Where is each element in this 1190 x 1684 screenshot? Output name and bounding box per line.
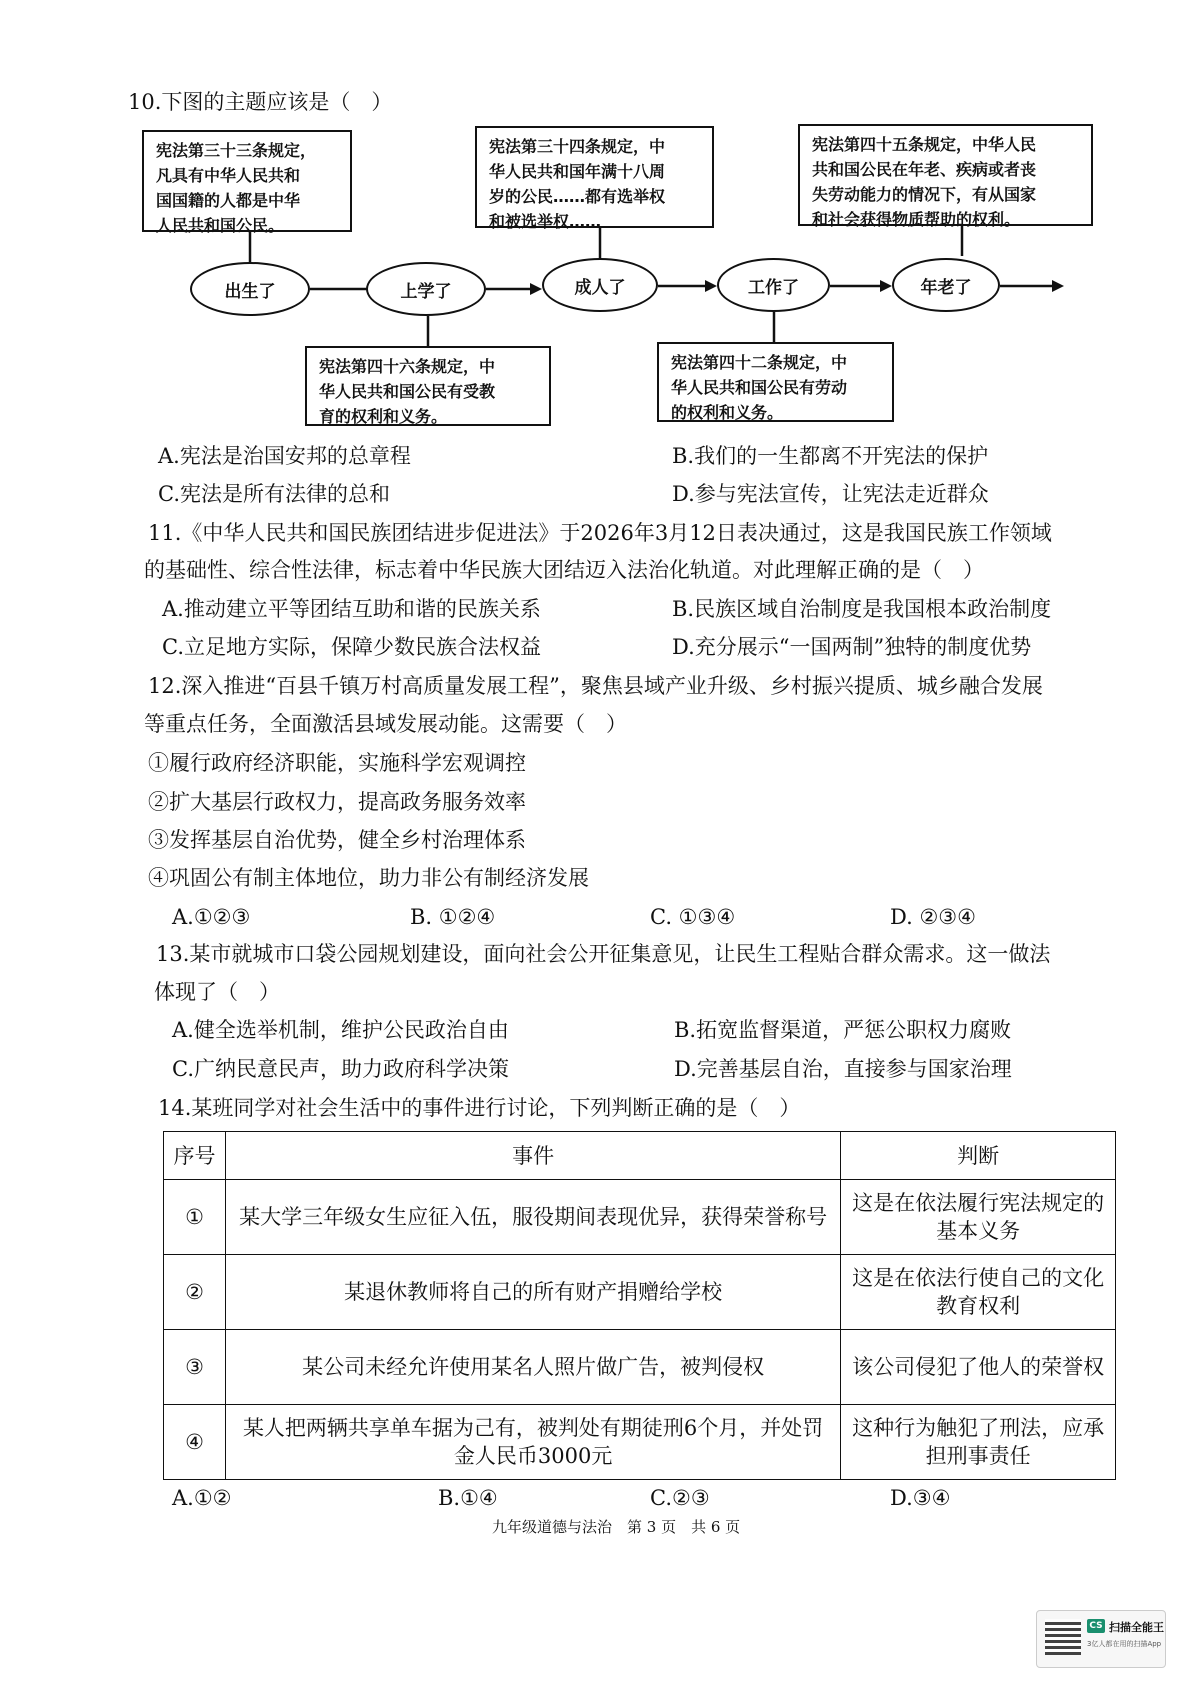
table-row bbox=[164, 1255, 1116, 1330]
table-header-row bbox=[164, 1132, 1116, 1180]
row-event: 某公司未经允许使用某名人照片做广告，被判侵权 bbox=[225, 1330, 840, 1405]
q13-option-c[interactable]: C.广纳民意民声，助力政府科学决策 bbox=[172, 1057, 509, 1081]
q12-stem-line1: 12.深入推进“百县千镇万村高质量发展工程”，聚焦县域产业升级、乡村振兴提质、城乡融合发展 bbox=[148, 674, 1043, 698]
q12-option-b[interactable]: B. ①②④ bbox=[410, 905, 496, 929]
stage-adult: 成人了 bbox=[542, 258, 658, 312]
row-no: ① bbox=[164, 1180, 226, 1255]
scanner-logo-icon: CS bbox=[1087, 1619, 1105, 1633]
q12-stem-line2: 等重点任务，全面激活县域发展动能。这需要（ ） bbox=[144, 712, 627, 736]
row-no: ② bbox=[164, 1255, 226, 1330]
q12-option-a[interactable]: A.①②③ bbox=[172, 905, 251, 929]
q13-option-b[interactable]: B.拓宽监督渠道，严惩公职权力腐败 bbox=[674, 1018, 1012, 1042]
stage-birth: 出生了 bbox=[190, 262, 310, 316]
header-event: 事件 bbox=[225, 1132, 840, 1180]
row-judge: 该公司侵犯了他人的荣誉权 bbox=[841, 1330, 1116, 1405]
scanner-tagline: 3亿人都在用的扫描App bbox=[1087, 1640, 1162, 1648]
header-no: 序号 bbox=[164, 1132, 226, 1180]
table-row bbox=[164, 1405, 1116, 1480]
q11-stem-line1: 11.《中华人民共和国民族团结进步促进法》于2026年3月12日表决通过，这是我国民族工作领域 bbox=[148, 521, 1052, 545]
row-no: ④ bbox=[164, 1405, 226, 1480]
q12-option-d[interactable]: D. ②③④ bbox=[890, 905, 976, 929]
scanner-badge bbox=[1036, 1610, 1166, 1668]
q12-item-2: ②扩大基层行政权力，提高政务服务效率 bbox=[148, 790, 526, 814]
row-event: 某人把两辆共享单车据为己有，被判处有期徒刑6个月，并处罚金人民币3000元 bbox=[225, 1405, 840, 1480]
q10-stem: 10.下图的主题应该是（ ） bbox=[128, 90, 393, 114]
q12-option-c[interactable]: C. ①③④ bbox=[650, 905, 736, 929]
q10-option-a[interactable]: A.宪法是治国安邦的总章程 bbox=[158, 444, 411, 468]
q10-option-b[interactable]: B.我们的一生都离不开宪法的保护 bbox=[672, 444, 989, 468]
q11-stem-line2: 的基础性、综合性法律，标志着中华民族大团结迈入法治化轨道。对此理解正确的是（ ） bbox=[144, 558, 984, 582]
q13-option-a[interactable]: A.健全选举机制，维护公民政治自由 bbox=[172, 1018, 509, 1042]
qr-code-icon bbox=[1045, 1619, 1081, 1655]
q13-option-d[interactable]: D.完善基层自治，直接参与国家治理 bbox=[674, 1057, 1012, 1081]
box-article-42: 宪法第四十二条规定，中 华人民共和国公民有劳动 的权利和义务。 bbox=[657, 342, 894, 422]
q11-option-d[interactable]: D.充分展示“一国两制”独特的制度优势 bbox=[672, 635, 1032, 659]
q12-item-1: ①履行政府经济职能，实施科学宏观调控 bbox=[148, 751, 526, 775]
row-judge: 这是在依法行使自己的文化教育权利 bbox=[841, 1255, 1116, 1330]
stage-old: 年老了 bbox=[892, 258, 1000, 312]
stage-work: 工作了 bbox=[717, 258, 830, 312]
q14-table bbox=[163, 1131, 1116, 1480]
row-no: ③ bbox=[164, 1330, 226, 1405]
scanner-name: 扫描全能王 bbox=[1109, 1621, 1164, 1634]
row-judge: 这是在依法履行宪法规定的基本义务 bbox=[841, 1180, 1116, 1255]
box-article-33: 宪法第三十三条规定， 凡具有中华人民共和 国国籍的人都是中华 人民共和国公民。 bbox=[142, 130, 352, 232]
q14-option-b[interactable]: B.①④ bbox=[438, 1486, 498, 1510]
q14-stem: 14.某班同学对社会生活中的事件进行讨论，下列判断正确的是（ ） bbox=[158, 1096, 801, 1120]
stage-school: 上学了 bbox=[366, 262, 486, 316]
q14-option-a[interactable]: A.①② bbox=[172, 1486, 232, 1510]
q11-option-a[interactable]: A.推动建立平等团结互助和谐的民族关系 bbox=[162, 597, 541, 621]
q13-stem-line1: 13.某市就城市口袋公园规划建设，面向社会公开征集意见，让民生工程贴合群众需求。这一做法 bbox=[156, 942, 1051, 966]
q14-option-c[interactable]: C.②③ bbox=[650, 1486, 710, 1510]
q10-option-c[interactable]: C.宪法是所有法律的总和 bbox=[158, 482, 390, 506]
box-article-34: 宪法第三十四条规定，中 华人民共和国年满十八周 岁的公民……都有选举权 和被选举权…… bbox=[475, 126, 714, 228]
row-event: 某退休教师将自己的所有财产捐赠给学校 bbox=[225, 1255, 840, 1330]
q12-item-4: ④巩固公有制主体地位，助力非公有制经济发展 bbox=[148, 866, 589, 890]
q12-item-3: ③发挥基层自治优势，健全乡村治理体系 bbox=[148, 828, 526, 852]
page-footer: 九年级道德与法治 第 3 页 共 6 页 bbox=[492, 1518, 741, 1536]
row-judge: 这种行为触犯了刑法，应承担刑事责任 bbox=[841, 1405, 1116, 1480]
box-article-45: 宪法第四十五条规定，中华人民 共和国公民在年老、疾病或者丧 失劳动能力的情况下，有从国家 和社会获得物质帮助的权利。 bbox=[798, 124, 1093, 226]
q11-option-b[interactable]: B.民族区域自治制度是我国根本政治制度 bbox=[672, 597, 1052, 621]
q14-option-d[interactable]: D.③④ bbox=[890, 1486, 951, 1510]
header-judge: 判断 bbox=[841, 1132, 1116, 1180]
table-row bbox=[164, 1330, 1116, 1405]
q11-option-c[interactable]: C.立足地方实际，保障少数民族合法权益 bbox=[162, 635, 541, 659]
box-article-46: 宪法第四十六条规定，中 华人民共和国公民有受教 育的权利和义务。 bbox=[305, 346, 551, 426]
table-row bbox=[164, 1180, 1116, 1255]
q13-stem-line2: 体现了（ ） bbox=[154, 980, 280, 1004]
row-event: 某大学三年级女生应征入伍，服役期间表现优异，获得荣誉称号 bbox=[225, 1180, 840, 1255]
q10-option-d[interactable]: D.参与宪法宣传，让宪法走近群众 bbox=[672, 482, 989, 506]
